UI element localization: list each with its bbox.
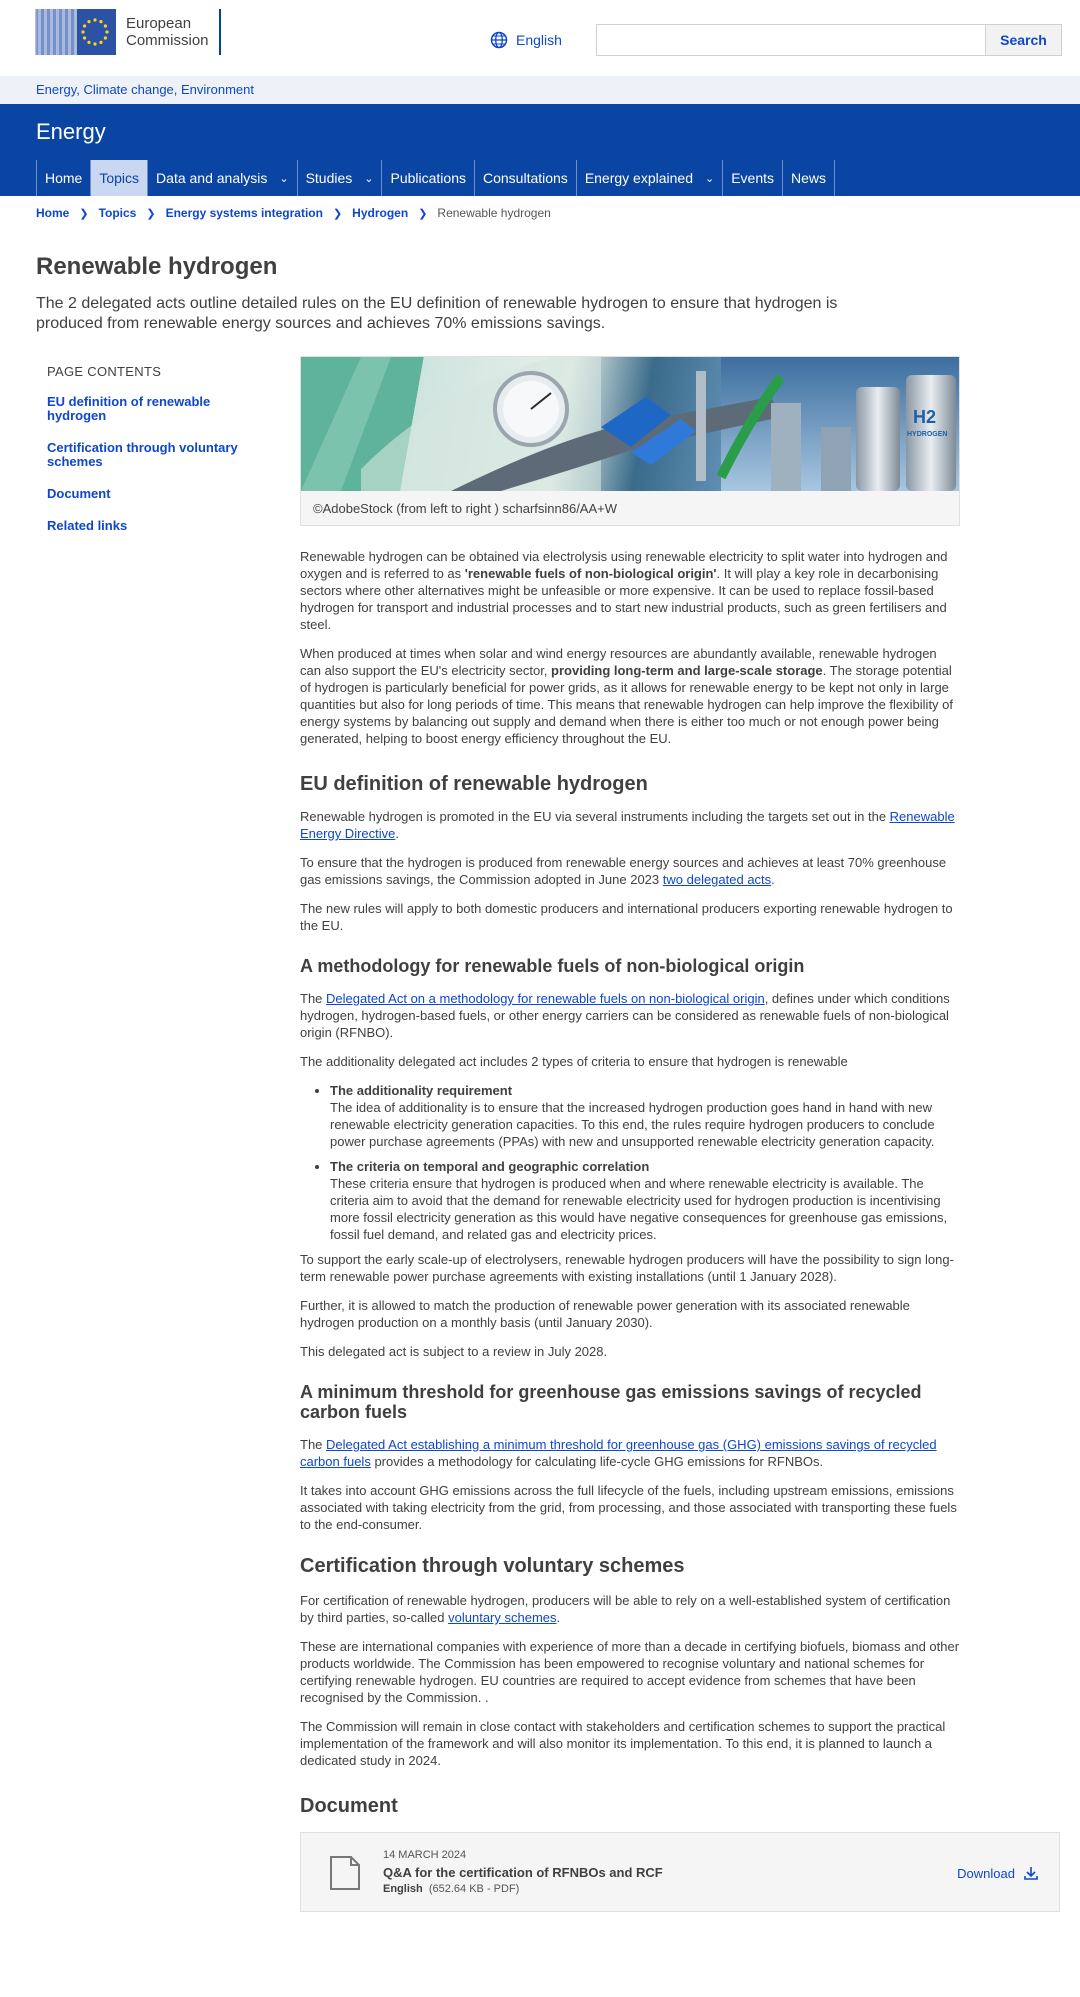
breadcrumb-topics[interactable]: Topics — [98, 206, 137, 220]
main-nav — [36, 160, 835, 196]
download-icon — [1023, 1865, 1039, 1881]
site-banner — [0, 104, 1080, 196]
heading-threshold: A minimum threshold for greenhouse gas emissions savings of recycled carbon fuels — [300, 1382, 922, 1422]
nav-topics[interactable] — [91, 160, 148, 196]
document-card — [300, 1832, 1060, 1912]
paragraph: The Delegated Act on a methodology for renewable fuels on non-biological origin, defines under which conditions hydrogen, hydrogen-based fuels, or other energy carriers can be considered as renewable fuels of non-biological origin (RFNBO). — [300, 991, 950, 1040]
document-title[interactable]: Q&A for the certification of RFNBOs and RCF — [383, 1865, 663, 1880]
page-intro: The 2 delegated acts outline detailed rules on the EU definition of renewable hydrogen to ensure that hydrogen is produced from renewable energy sources and achieves 70% emissions savings. — [36, 295, 838, 332]
nav-consultations[interactable] — [475, 160, 577, 196]
link-delegated-act-threshold[interactable]: Delegated Act establishing a minimum threshold for greenhouse gas (GHG) emissions savings of recycled carbon fuels — [300, 1437, 937, 1469]
chevron-right-icon: ❯ — [332, 207, 343, 220]
search-input[interactable] — [597, 25, 985, 55]
figure-caption: ©AdobeStock (from left to right ) scharfsinn86/AA+W — [313, 501, 618, 516]
document-meta — [383, 1883, 519, 1895]
page-contents-link-eu-definition[interactable]: EU definition of renewable hydrogen — [47, 394, 211, 423]
document-size: (652.64 KB - PDF) — [428, 1883, 520, 1895]
paragraph: For certification of renewable hydrogen, producers will be able to rely on a well-established system of certification by third parties, so-called voluntary schemes. — [300, 1593, 951, 1625]
tank-label: H2 — [913, 407, 937, 427]
paragraph: It takes into account GHG emissions across the full lifecycle of the fuels, including upstream emissions, emissions associated with taking electricity from the grid, from processing, and those associated with transporting these fuels to the end-consumer. — [300, 1483, 957, 1532]
chevron-right-icon: ❯ — [146, 207, 156, 220]
heading-document: Document — [300, 1795, 398, 1817]
eu-flag-icon — [36, 9, 116, 55]
paragraph: This delegated act is subject to a review in July 2028. — [300, 1344, 608, 1359]
nav-news[interactable] — [783, 160, 835, 196]
paragraph: When produced at times when solar and wind energy resources are abundantly available, renewable hydrogen can also support the EU's electricity sector, providing long-term and large-scale storage. The storage potential of hydrogen is particularly beneficial for power grids, as it allows for renewable energy to be kept not only in large quantities but also for long periods of time. This means that renewable hydrogen can help improve the flexibility of energy systems by balancing out supply and demand when there is either too much or not enough power being generated, helping to boost energy efficiency throughout the EU. — [300, 646, 954, 746]
globe-icon — [490, 31, 508, 49]
nav-events[interactable] — [723, 160, 783, 196]
file-icon — [329, 1855, 361, 1891]
chevron-down-icon[interactable]: ⌄ — [705, 172, 715, 185]
nav-label: Data and analysis — [156, 170, 268, 186]
breadcrumb-energy-systems-integration[interactable]: Energy systems integration — [165, 206, 323, 220]
list-item: • The additionality requirement The idea of additionality is to ensure that the increased hydrogen production goes hand in hand with new renewable electricity generation capacities. To this end, the rules require hydrogen producers to conclude power purchase agreements (PPAs) with new and unsupported renewable electricity generation capacity. — [330, 1082, 960, 1150]
document-date: 14 MARCH 2024 — [383, 1849, 467, 1861]
nav-label: Home — [45, 170, 83, 186]
nav-data-and-analysis[interactable] — [148, 160, 298, 196]
chevron-right-icon: ❯ — [418, 207, 428, 220]
logo-line-2: Commission — [126, 32, 209, 49]
heading-methodology: A methodology for renewable fuels of non-biological origin — [300, 956, 805, 976]
paragraph: The additionality delegated act includes 2 types of criteria to ensure that hydrogen is renewable — [300, 1054, 848, 1069]
paragraph: To ensure that the hydrogen is produced from renewable energy sources and achieves at least 70% greenhouse gas emissions savings, the Commission adopted in June 2023 two delegated acts. — [300, 855, 947, 887]
logo-text — [126, 9, 221, 55]
paragraph: Renewable hydrogen can be obtained via electrolysis using renewable electricity to split water into hydrogen and oxygen and is referred to as 'renewable fuels of non-biological origin'. It will play a key role in decarbonising sectors where other alternatives might be unfeasible or more expensive. It can be used to replace fossil-based hydrogen for transport and industrial processes and to start new industrial products, such as green fertilisers and steel. — [300, 549, 948, 632]
link-voluntary-schemes[interactable]: voluntary schemes — [448, 1610, 557, 1625]
hydrogen-image — [301, 357, 959, 491]
chevron-down-icon[interactable]: ⌄ — [279, 172, 289, 185]
nav-label: Topics — [99, 170, 140, 186]
nav-label: Energy explained — [584, 170, 693, 186]
main-content — [300, 356, 1015, 1912]
page-contents — [47, 364, 247, 551]
heading-eu-definition: EU definition of renewable hydrogen — [300, 773, 648, 795]
site-title[interactable]: Energy — [36, 119, 106, 144]
search-button[interactable]: Search — [985, 25, 1061, 55]
site-strip — [0, 76, 1080, 104]
nav-home[interactable] — [36, 160, 91, 196]
nav-studies[interactable] — [298, 160, 383, 196]
nav-label: Events — [731, 170, 775, 186]
site-strip-text[interactable]: Energy, Climate change, Environment — [36, 82, 254, 97]
paragraph: The Commission will remain in close contact with stakeholders and certification schemes to support the practical implementation of the framework and will also monitor its implementation. To this end, it is planned to launch a dedicated study in 2024. — [300, 1719, 946, 1768]
language-label: English — [516, 32, 562, 48]
hero-figure — [300, 356, 960, 526]
paragraph: Further, it is allowed to match the production of renewable power generation with its associated renewable hydrogen production on a monthly basis (until January 2030). — [300, 1298, 910, 1330]
ec-logo[interactable] — [36, 9, 221, 55]
link-two-delegated-acts[interactable]: two delegated acts — [662, 872, 772, 887]
nav-label: News — [791, 170, 827, 186]
list-item: • The criteria on temporal and geographic correlation These criteria ensure that hydrogen is produced when and where renewable electricity is available. The criteria aim to avoid that the demand for renewable electricity used for hydrogen production is incentivising more fossil electricity generation as this would have negative consequences for greenhouse gas emissions, fossil fuel demand, and related gas and electricity prices. — [330, 1158, 960, 1243]
page-contents-link-certification[interactable]: Certification through voluntary schemes — [47, 440, 238, 469]
page-contents-link-document[interactable]: Document — [47, 486, 111, 501]
nav-publications[interactable] — [382, 160, 475, 196]
paragraph: The new rules will apply to both domestic producers and international producers exporting renewable hydrogen to the EU. — [300, 901, 953, 933]
logo-line-1: European — [126, 15, 192, 32]
paragraph: To support the early scale-up of electrolysers, renewable hydrogen producers will have the possibility to sign long-term renewable power purchase agreements with existing installations (until 1 January 2028). — [300, 1252, 954, 1284]
nav-label: Consultations — [482, 170, 568, 186]
breadcrumb-home[interactable]: Home — [36, 206, 70, 220]
paragraph: These are international companies with experience of more than a decade in certifying biofuels, biomass and other products worldwide. The Commission has been empowered to recognise voluntary and national schemes for certifying renewable hydrogen. EU countries are required to accept evidence from schemes that have been recognised by the Commission. . — [300, 1639, 960, 1705]
nav-label: Publications — [390, 170, 466, 186]
heading-certification: Certification through voluntary schemes — [300, 1555, 685, 1577]
language-selector[interactable] — [490, 31, 562, 49]
search-form — [596, 24, 1062, 56]
document-language: English — [383, 1883, 423, 1895]
download-link[interactable] — [957, 1865, 1039, 1881]
page-contents-link-related-links[interactable]: Related links — [47, 518, 128, 533]
nav-label: Studies — [305, 170, 353, 186]
breadcrumb — [36, 206, 551, 220]
criteria-list — [330, 1082, 960, 1243]
link-delegated-act-methodology[interactable]: Delegated Act on a methodology for renewable fuels on non-biological origin — [326, 991, 765, 1006]
link-renewable-energy-directive[interactable]: Renewable Energy Directive — [300, 809, 955, 841]
paragraph: The Delegated Act establishing a minimum threshold for greenhouse gas (GHG) emissions savings of recycled carbon fuels provides a methodology for calculating life-cycle GHG emissions for RFNBOs. — [300, 1437, 937, 1469]
chevron-down-icon[interactable]: ⌄ — [364, 172, 374, 185]
tank-sublabel: HYDROGEN — [907, 431, 948, 438]
chevron-right-icon: ❯ — [79, 207, 89, 220]
page-contents-heading: PAGE CONTENTS — [47, 364, 162, 379]
site-header — [0, 0, 1080, 76]
breadcrumb-hydrogen[interactable]: Hydrogen — [352, 206, 409, 220]
download-label: Download — [957, 1865, 1015, 1881]
paragraph: Renewable hydrogen is promoted in the EU via several instruments including the targets set out in the Renewable Energy Directive. — [300, 809, 955, 841]
breadcrumb-current: Renewable hydrogen — [437, 206, 551, 220]
page-title: Renewable hydrogen — [36, 253, 278, 280]
nav-energy-explained[interactable] — [577, 160, 723, 196]
